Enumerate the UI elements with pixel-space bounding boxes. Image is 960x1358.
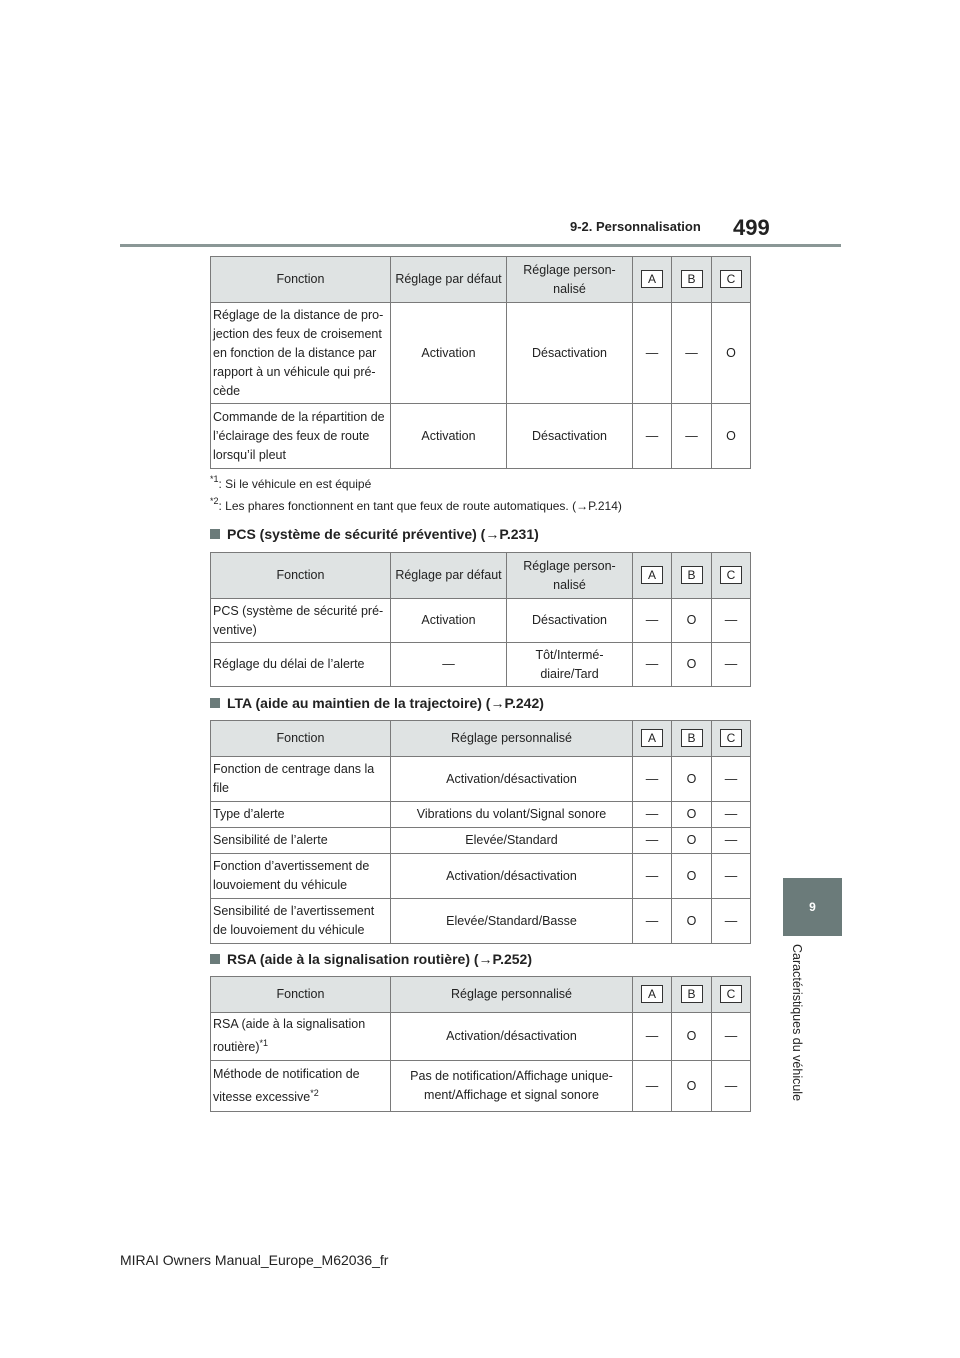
col-a <box>633 257 672 303</box>
chapter-side-title: Caractéristiques du véhicule <box>790 944 804 1102</box>
row-b: O <box>672 599 712 643</box>
row-function-text: Méthode de notification de vitesse excessive <box>213 1066 360 1105</box>
footnote-2-text: : Les phares fonctionnent en tant que feux de route automatiques. (→P.214) <box>218 499 622 513</box>
row-custom: Elevée/Standard <box>391 828 633 854</box>
footnote-ref: *1 <box>259 1038 269 1049</box>
footnote-1-text: : Si le véhicule en est équipé <box>218 477 372 491</box>
col-b <box>672 553 712 599</box>
rsa-heading-text: RSA (aide à la signalisation routière) (→P.252) <box>227 951 532 967</box>
row-a: — <box>633 303 672 404</box>
row-c: — <box>712 643 751 687</box>
table-header-row <box>211 553 751 599</box>
row-a: — <box>633 899 672 944</box>
row-custom: Pas de notification/Affichage unique-ment/Affichage et signal sonore <box>391 1061 633 1112</box>
col-custom: Réglage personnalisé <box>391 721 633 757</box>
col-a <box>633 553 672 599</box>
col-custom: Réglage personnalisé <box>391 977 633 1013</box>
row-a: — <box>633 643 672 687</box>
row-a: — <box>633 1013 672 1061</box>
row-b: O <box>672 802 712 828</box>
col-b <box>672 977 712 1013</box>
pcs-heading <box>210 526 539 542</box>
footnote-2 <box>210 496 622 513</box>
row-c: — <box>712 899 751 944</box>
table-row <box>211 854 751 899</box>
box-a-label: A <box>641 566 663 584</box>
row-function: Sensibilité de l’alerte <box>211 828 391 854</box>
row-a: — <box>633 854 672 899</box>
col-fonction: Fonction <box>211 721 391 757</box>
row-function: Réglage de la distance de pro-jection des feux de croisement en fonction de la distance par rapport à un véhicule qui pré-cède <box>211 303 391 404</box>
table-row <box>211 303 751 404</box>
table-row <box>211 828 751 854</box>
col-a <box>633 721 672 757</box>
bullet-square-icon <box>210 954 220 964</box>
row-b: — <box>672 404 712 469</box>
row-custom: Vibrations du volant/Signal sonore <box>391 802 633 828</box>
row-function <box>211 1061 391 1112</box>
row-custom: Activation/désactivation <box>391 1013 633 1061</box>
rsa-heading <box>210 951 532 967</box>
table-row <box>211 643 751 687</box>
box-b-label: B <box>681 985 703 1003</box>
footnote-ref: *2 <box>310 1087 319 1098</box>
lighting-settings-table <box>210 256 751 469</box>
row-function: Commande de la répartition de l’éclairage des feux de route lorsqu’il pleut <box>211 404 391 469</box>
row-function: Fonction d’avertissement de louvoiement du véhicule <box>211 854 391 899</box>
col-default: Réglage par défaut <box>391 553 507 599</box>
table-row <box>211 1013 751 1061</box>
bullet-square-icon <box>210 529 220 539</box>
col-fonction: Fonction <box>211 977 391 1013</box>
table-header-row <box>211 977 751 1013</box>
box-c-label: C <box>720 729 742 747</box>
col-b <box>672 721 712 757</box>
row-custom: Activation/désactivation <box>391 757 633 802</box>
table-header-row <box>211 257 751 303</box>
row-b: O <box>672 899 712 944</box>
row-c: — <box>712 757 751 802</box>
row-c: O <box>712 303 751 404</box>
row-c: — <box>712 599 751 643</box>
box-a-label: A <box>641 270 663 288</box>
pcs-settings-table <box>210 552 751 687</box>
col-c <box>712 977 751 1013</box>
col-c <box>712 257 751 303</box>
box-a-label: A <box>641 985 663 1003</box>
row-b: O <box>672 1061 712 1112</box>
row-custom: Désactivation <box>507 599 633 643</box>
col-fonction: Fonction <box>211 553 391 599</box>
chapter-tab: 9 <box>783 878 842 936</box>
section-title: 9-2. Personnalisation <box>570 219 701 234</box>
row-function: Réglage du délai de l’alerte <box>211 643 391 687</box>
box-b-label: B <box>681 566 703 584</box>
row-default: Activation <box>391 303 507 404</box>
row-c: — <box>712 802 751 828</box>
col-default: Réglage par défaut <box>391 257 507 303</box>
row-custom: Désactivation <box>507 303 633 404</box>
rsa-settings-table <box>210 976 751 1112</box>
row-custom: Elevée/Standard/Basse <box>391 899 633 944</box>
row-b: O <box>672 828 712 854</box>
row-custom: Activation/désactivation <box>391 854 633 899</box>
col-fonction: Fonction <box>211 257 391 303</box>
footnote-1 <box>210 474 372 491</box>
row-a: — <box>633 1061 672 1112</box>
box-c-label: C <box>720 566 742 584</box>
footer-text: MIRAI Owners Manual_Europe_M62036_fr <box>120 1252 389 1268</box>
table-row <box>211 802 751 828</box>
row-b: O <box>672 854 712 899</box>
row-c: — <box>712 1061 751 1112</box>
table-row <box>211 1061 751 1112</box>
lta-heading-text: LTA (aide au maintien de la trajectoire) (→P.242) <box>227 695 544 711</box>
row-a: — <box>633 802 672 828</box>
pcs-heading-text: PCS (système de sécurité préventive) (→P.231) <box>227 526 539 542</box>
row-custom: Tôt/Intermé-diaire/Tard <box>507 643 633 687</box>
row-a: — <box>633 757 672 802</box>
row-c: — <box>712 854 751 899</box>
col-custom: Réglage person-nalisé <box>507 257 633 303</box>
row-default: — <box>391 643 507 687</box>
row-function: Sensibilité de l’avertissement de louvoiement du véhicule <box>211 899 391 944</box>
row-custom: Désactivation <box>507 404 633 469</box>
table-row <box>211 599 751 643</box>
footnote-2-mark: *2 <box>210 496 219 506</box>
page-number: 499 <box>733 215 770 240</box>
box-c-label: C <box>720 270 742 288</box>
row-c: — <box>712 1013 751 1061</box>
col-c <box>712 721 751 757</box>
row-default: Activation <box>391 599 507 643</box>
bullet-square-icon <box>210 698 220 708</box>
box-b-label: B <box>681 729 703 747</box>
row-c: — <box>712 828 751 854</box>
col-b <box>672 257 712 303</box>
col-c <box>712 553 751 599</box>
row-b: — <box>672 303 712 404</box>
footnote-1-mark: *1 <box>210 474 219 484</box>
lta-heading <box>210 695 544 711</box>
box-c-label: C <box>720 985 742 1003</box>
row-function-text: RSA (aide à la signalisation routière) <box>213 1017 366 1055</box>
box-a-label: A <box>641 729 663 747</box>
row-function: PCS (système de sécurité pré-ventive) <box>211 599 391 643</box>
table-row <box>211 899 751 944</box>
row-b: O <box>672 643 712 687</box>
col-custom: Réglage person-nalisé <box>507 553 633 599</box>
row-a: — <box>633 404 672 469</box>
row-default: Activation <box>391 404 507 469</box>
header-divider <box>120 244 841 247</box>
row-b: O <box>672 1013 712 1061</box>
row-b: O <box>672 757 712 802</box>
row-function: Type d’alerte <box>211 802 391 828</box>
row-function: Fonction de centrage dans la file <box>211 757 391 802</box>
table-header-row <box>211 721 751 757</box>
row-function <box>211 1013 391 1061</box>
table-row <box>211 757 751 802</box>
box-b-label: B <box>681 270 703 288</box>
table-row <box>211 404 751 469</box>
col-a <box>633 977 672 1013</box>
row-a: — <box>633 599 672 643</box>
lta-settings-table <box>210 720 751 944</box>
row-c: O <box>712 404 751 469</box>
row-a: — <box>633 828 672 854</box>
